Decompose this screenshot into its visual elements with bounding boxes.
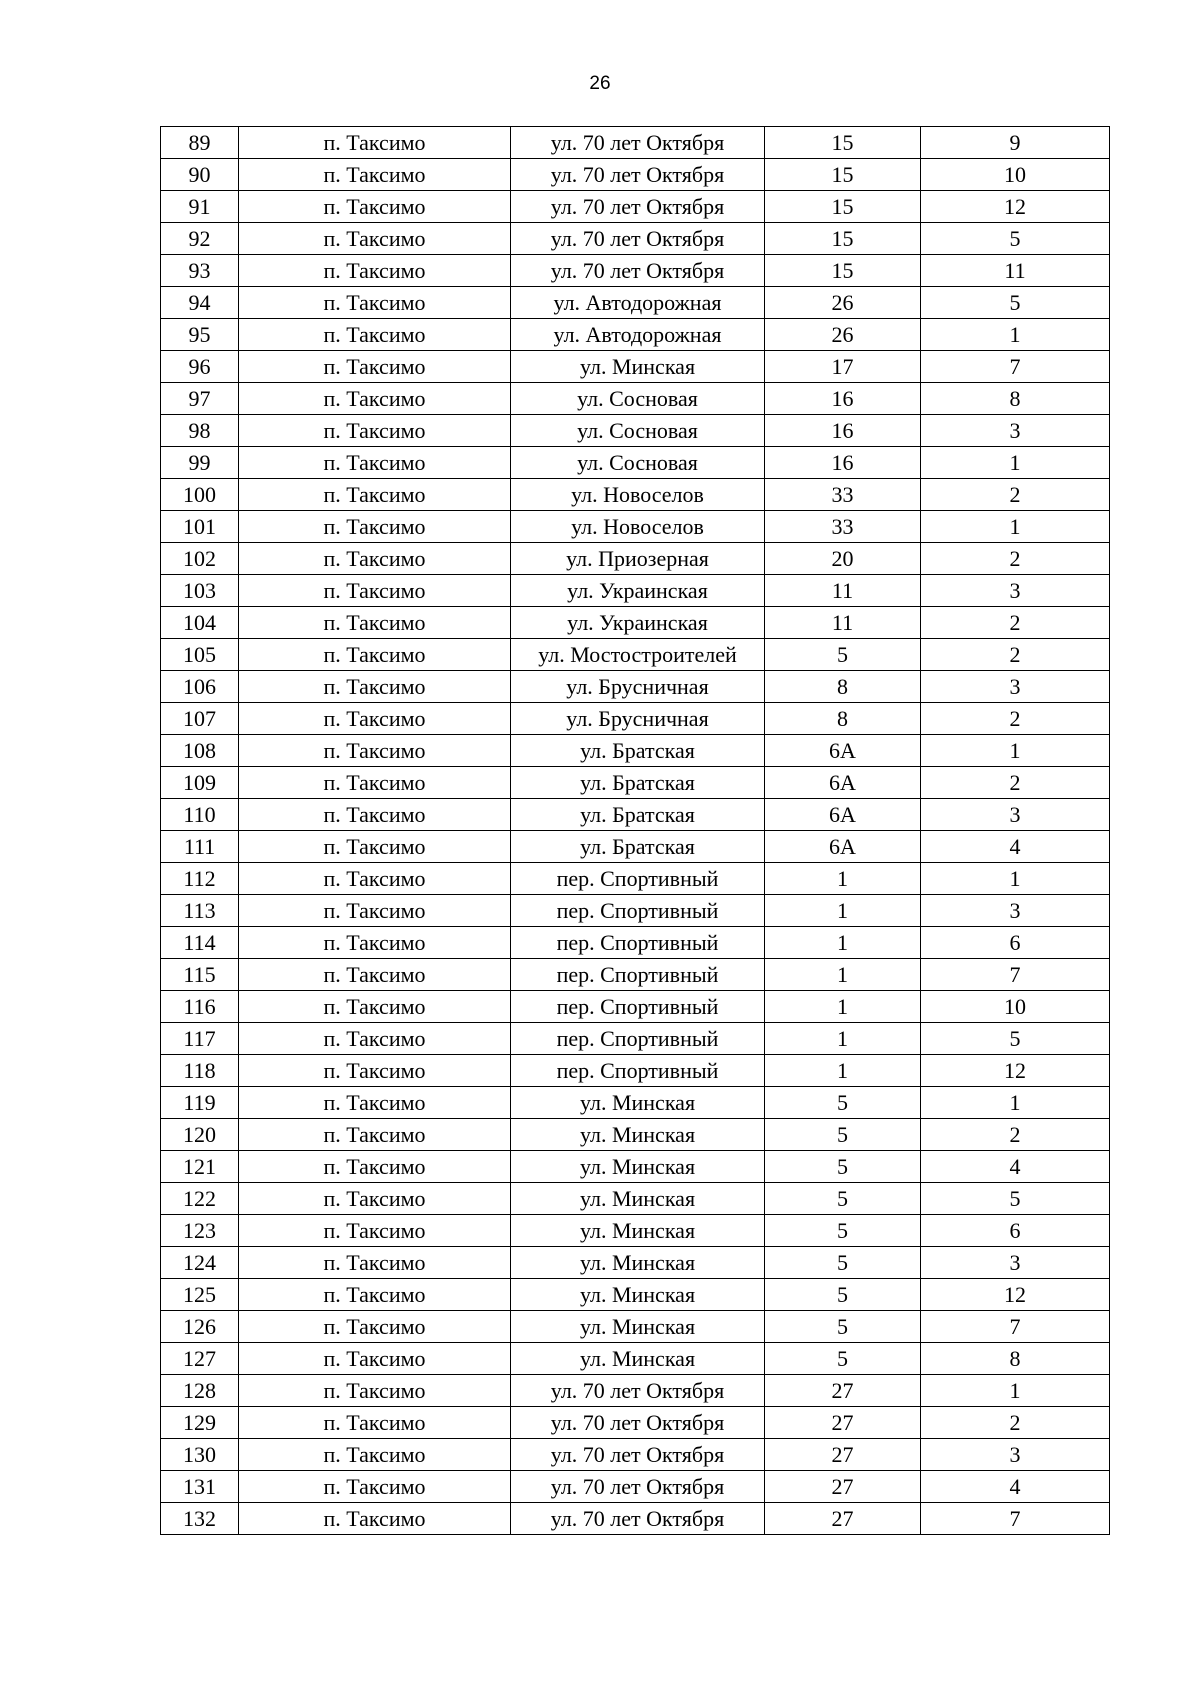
apartment-number-cell: 8 bbox=[921, 383, 1110, 415]
row-number-cell: 131 bbox=[161, 1471, 239, 1503]
apartment-number-cell: 1 bbox=[921, 447, 1110, 479]
row-number-cell: 107 bbox=[161, 703, 239, 735]
table-row bbox=[161, 927, 1110, 959]
house-number-cell: 1 bbox=[765, 895, 921, 927]
street-cell: ул. Брусничная bbox=[511, 671, 765, 703]
house-number-cell: 11 bbox=[765, 575, 921, 607]
house-number-cell: 1 bbox=[765, 1023, 921, 1055]
apartment-number-cell: 4 bbox=[921, 1471, 1110, 1503]
apartment-number-cell: 1 bbox=[921, 863, 1110, 895]
row-number-cell: 118 bbox=[161, 1055, 239, 1087]
row-number-cell: 132 bbox=[161, 1503, 239, 1535]
table-row bbox=[161, 159, 1110, 191]
apartment-number-cell: 10 bbox=[921, 159, 1110, 191]
street-cell: ул. 70 лет Октября bbox=[511, 223, 765, 255]
apartment-number-cell: 3 bbox=[921, 415, 1110, 447]
house-number-cell: 15 bbox=[765, 127, 921, 159]
street-cell: ул. 70 лет Октября bbox=[511, 1375, 765, 1407]
settlement-cell: п. Таксимо bbox=[239, 1055, 511, 1087]
apartment-number-cell: 7 bbox=[921, 351, 1110, 383]
table-row bbox=[161, 255, 1110, 287]
table-row bbox=[161, 1055, 1110, 1087]
apartment-number-cell: 1 bbox=[921, 511, 1110, 543]
street-cell: ул. Минская bbox=[511, 1215, 765, 1247]
settlement-cell: п. Таксимо bbox=[239, 1311, 511, 1343]
table-row bbox=[161, 863, 1110, 895]
apartment-number-cell: 5 bbox=[921, 287, 1110, 319]
house-number-cell: 15 bbox=[765, 255, 921, 287]
apartment-number-cell: 3 bbox=[921, 799, 1110, 831]
apartment-number-cell: 2 bbox=[921, 703, 1110, 735]
house-number-cell: 5 bbox=[765, 639, 921, 671]
street-cell: ул. 70 лет Октября bbox=[511, 159, 765, 191]
street-cell: ул. Минская bbox=[511, 1311, 765, 1343]
row-number-cell: 105 bbox=[161, 639, 239, 671]
house-number-cell: 5 bbox=[765, 1151, 921, 1183]
apartment-number-cell: 3 bbox=[921, 671, 1110, 703]
house-number-cell: 5 bbox=[765, 1215, 921, 1247]
street-cell: ул. Новоселов bbox=[511, 479, 765, 511]
settlement-cell: п. Таксимо bbox=[239, 223, 511, 255]
row-number-cell: 127 bbox=[161, 1343, 239, 1375]
settlement-cell: п. Таксимо bbox=[239, 1439, 511, 1471]
house-number-cell: 5 bbox=[765, 1311, 921, 1343]
row-number-cell: 119 bbox=[161, 1087, 239, 1119]
house-number-cell: 1 bbox=[765, 863, 921, 895]
row-number-cell: 116 bbox=[161, 991, 239, 1023]
row-number-cell: 99 bbox=[161, 447, 239, 479]
row-number-cell: 92 bbox=[161, 223, 239, 255]
house-number-cell: 5 bbox=[765, 1087, 921, 1119]
house-number-cell: 15 bbox=[765, 191, 921, 223]
row-number-cell: 115 bbox=[161, 959, 239, 991]
apartment-number-cell: 2 bbox=[921, 639, 1110, 671]
apartment-number-cell: 8 bbox=[921, 1343, 1110, 1375]
apartment-number-cell: 4 bbox=[921, 831, 1110, 863]
apartment-number-cell: 1 bbox=[921, 1087, 1110, 1119]
apartment-number-cell: 3 bbox=[921, 895, 1110, 927]
house-number-cell: 5 bbox=[765, 1183, 921, 1215]
row-number-cell: 121 bbox=[161, 1151, 239, 1183]
apartment-number-cell: 3 bbox=[921, 575, 1110, 607]
house-number-cell: 27 bbox=[765, 1407, 921, 1439]
house-number-cell: 6А bbox=[765, 831, 921, 863]
settlement-cell: п. Таксимо bbox=[239, 479, 511, 511]
settlement-cell: п. Таксимо bbox=[239, 831, 511, 863]
apartment-number-cell: 5 bbox=[921, 1183, 1110, 1215]
page-number: 26 bbox=[589, 73, 611, 94]
settlement-cell: п. Таксимо bbox=[239, 863, 511, 895]
settlement-cell: п. Таксимо bbox=[239, 159, 511, 191]
settlement-cell: п. Таксимо bbox=[239, 383, 511, 415]
street-cell: ул. 70 лет Октября bbox=[511, 191, 765, 223]
street-cell: ул. Минская bbox=[511, 351, 765, 383]
street-cell: ул. Сосновая bbox=[511, 447, 765, 479]
table-row bbox=[161, 959, 1110, 991]
settlement-cell: п. Таксимо bbox=[239, 1151, 511, 1183]
street-cell: ул. 70 лет Октября bbox=[511, 1471, 765, 1503]
street-cell: ул. Минская bbox=[511, 1087, 765, 1119]
house-number-cell: 27 bbox=[765, 1375, 921, 1407]
house-number-cell: 20 bbox=[765, 543, 921, 575]
street-cell: ул. Мостостроителей bbox=[511, 639, 765, 671]
apartment-number-cell: 11 bbox=[921, 255, 1110, 287]
house-number-cell: 16 bbox=[765, 415, 921, 447]
street-cell: пер. Спортивный bbox=[511, 927, 765, 959]
table-row bbox=[161, 223, 1110, 255]
settlement-cell: п. Таксимо bbox=[239, 1183, 511, 1215]
apartment-number-cell: 6 bbox=[921, 927, 1110, 959]
street-cell: ул. 70 лет Октября bbox=[511, 1439, 765, 1471]
row-number-cell: 124 bbox=[161, 1247, 239, 1279]
settlement-cell: п. Таксимо bbox=[239, 1343, 511, 1375]
row-number-cell: 109 bbox=[161, 767, 239, 799]
settlement-cell: п. Таксимо bbox=[239, 319, 511, 351]
settlement-cell: п. Таксимо bbox=[239, 1087, 511, 1119]
settlement-cell: п. Таксимо bbox=[239, 511, 511, 543]
apartment-number-cell: 2 bbox=[921, 607, 1110, 639]
table-row bbox=[161, 639, 1110, 671]
table-row bbox=[161, 575, 1110, 607]
row-number-cell: 90 bbox=[161, 159, 239, 191]
house-number-cell: 26 bbox=[765, 287, 921, 319]
table-row bbox=[161, 1311, 1110, 1343]
table-row bbox=[161, 1375, 1110, 1407]
settlement-cell: п. Таксимо bbox=[239, 1023, 511, 1055]
street-cell: пер. Спортивный bbox=[511, 991, 765, 1023]
house-number-cell: 6А bbox=[765, 767, 921, 799]
row-number-cell: 122 bbox=[161, 1183, 239, 1215]
table-row bbox=[161, 1471, 1110, 1503]
street-cell: ул. Сосновая bbox=[511, 383, 765, 415]
apartment-number-cell: 1 bbox=[921, 1375, 1110, 1407]
row-number-cell: 126 bbox=[161, 1311, 239, 1343]
row-number-cell: 110 bbox=[161, 799, 239, 831]
row-number-cell: 123 bbox=[161, 1215, 239, 1247]
settlement-cell: п. Таксимо bbox=[239, 287, 511, 319]
street-cell: ул. Минская bbox=[511, 1279, 765, 1311]
row-number-cell: 113 bbox=[161, 895, 239, 927]
table-row bbox=[161, 351, 1110, 383]
street-cell: ул. Приозерная bbox=[511, 543, 765, 575]
house-number-cell: 1 bbox=[765, 959, 921, 991]
row-number-cell: 104 bbox=[161, 607, 239, 639]
street-cell: ул. Минская bbox=[511, 1247, 765, 1279]
table-row bbox=[161, 735, 1110, 767]
house-number-cell: 27 bbox=[765, 1471, 921, 1503]
row-number-cell: 117 bbox=[161, 1023, 239, 1055]
row-number-cell: 100 bbox=[161, 479, 239, 511]
apartment-number-cell: 2 bbox=[921, 1119, 1110, 1151]
apartment-number-cell: 12 bbox=[921, 1055, 1110, 1087]
settlement-cell: п. Таксимо bbox=[239, 1503, 511, 1535]
settlement-cell: п. Таксимо bbox=[239, 1215, 511, 1247]
table-row bbox=[161, 479, 1110, 511]
street-cell: пер. Спортивный bbox=[511, 1055, 765, 1087]
table-row bbox=[161, 543, 1110, 575]
settlement-cell: п. Таксимо bbox=[239, 1407, 511, 1439]
apartment-number-cell: 3 bbox=[921, 1439, 1110, 1471]
table-row bbox=[161, 127, 1110, 159]
address-table-body bbox=[161, 127, 1110, 1535]
settlement-cell: п. Таксимо bbox=[239, 895, 511, 927]
table-row bbox=[161, 831, 1110, 863]
settlement-cell: п. Таксимо bbox=[239, 1247, 511, 1279]
settlement-cell: п. Таксимо bbox=[239, 671, 511, 703]
apartment-number-cell: 12 bbox=[921, 191, 1110, 223]
row-number-cell: 94 bbox=[161, 287, 239, 319]
table-row bbox=[161, 1439, 1110, 1471]
apartment-number-cell: 5 bbox=[921, 1023, 1110, 1055]
row-number-cell: 98 bbox=[161, 415, 239, 447]
house-number-cell: 27 bbox=[765, 1439, 921, 1471]
row-number-cell: 128 bbox=[161, 1375, 239, 1407]
row-number-cell: 120 bbox=[161, 1119, 239, 1151]
settlement-cell: п. Таксимо bbox=[239, 767, 511, 799]
table-row bbox=[161, 991, 1110, 1023]
table-row bbox=[161, 319, 1110, 351]
row-number-cell: 89 bbox=[161, 127, 239, 159]
settlement-cell: п. Таксимо bbox=[239, 415, 511, 447]
table-row bbox=[161, 1087, 1110, 1119]
table-row bbox=[161, 383, 1110, 415]
table-row bbox=[161, 895, 1110, 927]
apartment-number-cell: 4 bbox=[921, 1151, 1110, 1183]
settlement-cell: п. Таксимо bbox=[239, 959, 511, 991]
street-cell: пер. Спортивный bbox=[511, 959, 765, 991]
row-number-cell: 103 bbox=[161, 575, 239, 607]
apartment-number-cell: 7 bbox=[921, 1503, 1110, 1535]
row-number-cell: 129 bbox=[161, 1407, 239, 1439]
settlement-cell: п. Таксимо bbox=[239, 191, 511, 223]
table-row bbox=[161, 767, 1110, 799]
row-number-cell: 114 bbox=[161, 927, 239, 959]
house-number-cell: 16 bbox=[765, 447, 921, 479]
row-number-cell: 125 bbox=[161, 1279, 239, 1311]
apartment-number-cell: 6 bbox=[921, 1215, 1110, 1247]
address-table bbox=[160, 126, 1110, 1535]
settlement-cell: п. Таксимо bbox=[239, 703, 511, 735]
row-number-cell: 96 bbox=[161, 351, 239, 383]
street-cell: ул. Братская bbox=[511, 799, 765, 831]
row-number-cell: 93 bbox=[161, 255, 239, 287]
street-cell: ул. Минская bbox=[511, 1119, 765, 1151]
settlement-cell: п. Таксимо bbox=[239, 447, 511, 479]
street-cell: ул. 70 лет Октября bbox=[511, 127, 765, 159]
table-row bbox=[161, 191, 1110, 223]
table-row bbox=[161, 1023, 1110, 1055]
house-number-cell: 17 bbox=[765, 351, 921, 383]
row-number-cell: 111 bbox=[161, 831, 239, 863]
row-number-cell: 97 bbox=[161, 383, 239, 415]
settlement-cell: п. Таксимо bbox=[239, 1375, 511, 1407]
street-cell: ул. Сосновая bbox=[511, 415, 765, 447]
row-number-cell: 101 bbox=[161, 511, 239, 543]
apartment-number-cell: 2 bbox=[921, 1407, 1110, 1439]
street-cell: ул. Украинская bbox=[511, 575, 765, 607]
apartment-number-cell: 7 bbox=[921, 959, 1110, 991]
house-number-cell: 8 bbox=[765, 671, 921, 703]
house-number-cell: 15 bbox=[765, 159, 921, 191]
apartment-number-cell: 3 bbox=[921, 1247, 1110, 1279]
house-number-cell: 6А bbox=[765, 799, 921, 831]
street-cell: ул. Братская bbox=[511, 767, 765, 799]
house-number-cell: 1 bbox=[765, 927, 921, 959]
settlement-cell: п. Таксимо bbox=[239, 799, 511, 831]
table-row bbox=[161, 1343, 1110, 1375]
apartment-number-cell: 1 bbox=[921, 319, 1110, 351]
table-row bbox=[161, 447, 1110, 479]
table-row bbox=[161, 1151, 1110, 1183]
apartment-number-cell: 10 bbox=[921, 991, 1110, 1023]
street-cell: ул. Братская bbox=[511, 735, 765, 767]
house-number-cell: 1 bbox=[765, 991, 921, 1023]
apartment-number-cell: 2 bbox=[921, 479, 1110, 511]
apartment-number-cell: 2 bbox=[921, 543, 1110, 575]
row-number-cell: 106 bbox=[161, 671, 239, 703]
street-cell: пер. Спортивный bbox=[511, 1023, 765, 1055]
street-cell: ул. 70 лет Октября bbox=[511, 255, 765, 287]
table-row bbox=[161, 1503, 1110, 1535]
table-row bbox=[161, 703, 1110, 735]
settlement-cell: п. Таксимо bbox=[239, 351, 511, 383]
house-number-cell: 5 bbox=[765, 1279, 921, 1311]
street-cell: пер. Спортивный bbox=[511, 895, 765, 927]
settlement-cell: п. Таксимо bbox=[239, 1119, 511, 1151]
table-row bbox=[161, 607, 1110, 639]
apartment-number-cell: 7 bbox=[921, 1311, 1110, 1343]
settlement-cell: п. Таксимо bbox=[239, 575, 511, 607]
house-number-cell: 5 bbox=[765, 1343, 921, 1375]
street-cell: ул. Автодорожная bbox=[511, 319, 765, 351]
street-cell: пер. Спортивный bbox=[511, 863, 765, 895]
settlement-cell: п. Таксимо bbox=[239, 927, 511, 959]
street-cell: ул. Братская bbox=[511, 831, 765, 863]
table-row bbox=[161, 1183, 1110, 1215]
table-row bbox=[161, 287, 1110, 319]
settlement-cell: п. Таксимо bbox=[239, 991, 511, 1023]
house-number-cell: 15 bbox=[765, 223, 921, 255]
row-number-cell: 108 bbox=[161, 735, 239, 767]
street-cell: ул. Минская bbox=[511, 1343, 765, 1375]
house-number-cell: 5 bbox=[765, 1247, 921, 1279]
house-number-cell: 11 bbox=[765, 607, 921, 639]
table-row bbox=[161, 1247, 1110, 1279]
settlement-cell: п. Таксимо bbox=[239, 607, 511, 639]
table-row bbox=[161, 1119, 1110, 1151]
street-cell: ул. 70 лет Октября bbox=[511, 1407, 765, 1439]
settlement-cell: п. Таксимо bbox=[239, 1279, 511, 1311]
settlement-cell: п. Таксимо bbox=[239, 127, 511, 159]
house-number-cell: 33 bbox=[765, 511, 921, 543]
street-cell: ул. Украинская bbox=[511, 607, 765, 639]
street-cell: ул. 70 лет Октября bbox=[511, 1503, 765, 1535]
settlement-cell: п. Таксимо bbox=[239, 255, 511, 287]
apartment-number-cell: 12 bbox=[921, 1279, 1110, 1311]
house-number-cell: 8 bbox=[765, 703, 921, 735]
row-number-cell: 91 bbox=[161, 191, 239, 223]
table-row bbox=[161, 1407, 1110, 1439]
table-row bbox=[161, 799, 1110, 831]
apartment-number-cell: 2 bbox=[921, 767, 1110, 799]
settlement-cell: п. Таксимо bbox=[239, 639, 511, 671]
table-row bbox=[161, 415, 1110, 447]
row-number-cell: 112 bbox=[161, 863, 239, 895]
house-number-cell: 6А bbox=[765, 735, 921, 767]
street-cell: ул. Автодорожная bbox=[511, 287, 765, 319]
apartment-number-cell: 9 bbox=[921, 127, 1110, 159]
house-number-cell: 1 bbox=[765, 1055, 921, 1087]
house-number-cell: 27 bbox=[765, 1503, 921, 1535]
table-row bbox=[161, 1215, 1110, 1247]
street-cell: ул. Минская bbox=[511, 1151, 765, 1183]
street-cell: ул. Новоселов bbox=[511, 511, 765, 543]
table-row bbox=[161, 511, 1110, 543]
house-number-cell: 26 bbox=[765, 319, 921, 351]
table-row bbox=[161, 671, 1110, 703]
row-number-cell: 102 bbox=[161, 543, 239, 575]
house-number-cell: 16 bbox=[765, 383, 921, 415]
street-cell: ул. Брусничная bbox=[511, 703, 765, 735]
table-row bbox=[161, 1279, 1110, 1311]
street-cell: ул. Минская bbox=[511, 1183, 765, 1215]
house-number-cell: 5 bbox=[765, 1119, 921, 1151]
house-number-cell: 33 bbox=[765, 479, 921, 511]
settlement-cell: п. Таксимо bbox=[239, 1471, 511, 1503]
settlement-cell: п. Таксимо bbox=[239, 543, 511, 575]
row-number-cell: 95 bbox=[161, 319, 239, 351]
settlement-cell: п. Таксимо bbox=[239, 735, 511, 767]
apartment-number-cell: 1 bbox=[921, 735, 1110, 767]
apartment-number-cell: 5 bbox=[921, 223, 1110, 255]
row-number-cell: 130 bbox=[161, 1439, 239, 1471]
